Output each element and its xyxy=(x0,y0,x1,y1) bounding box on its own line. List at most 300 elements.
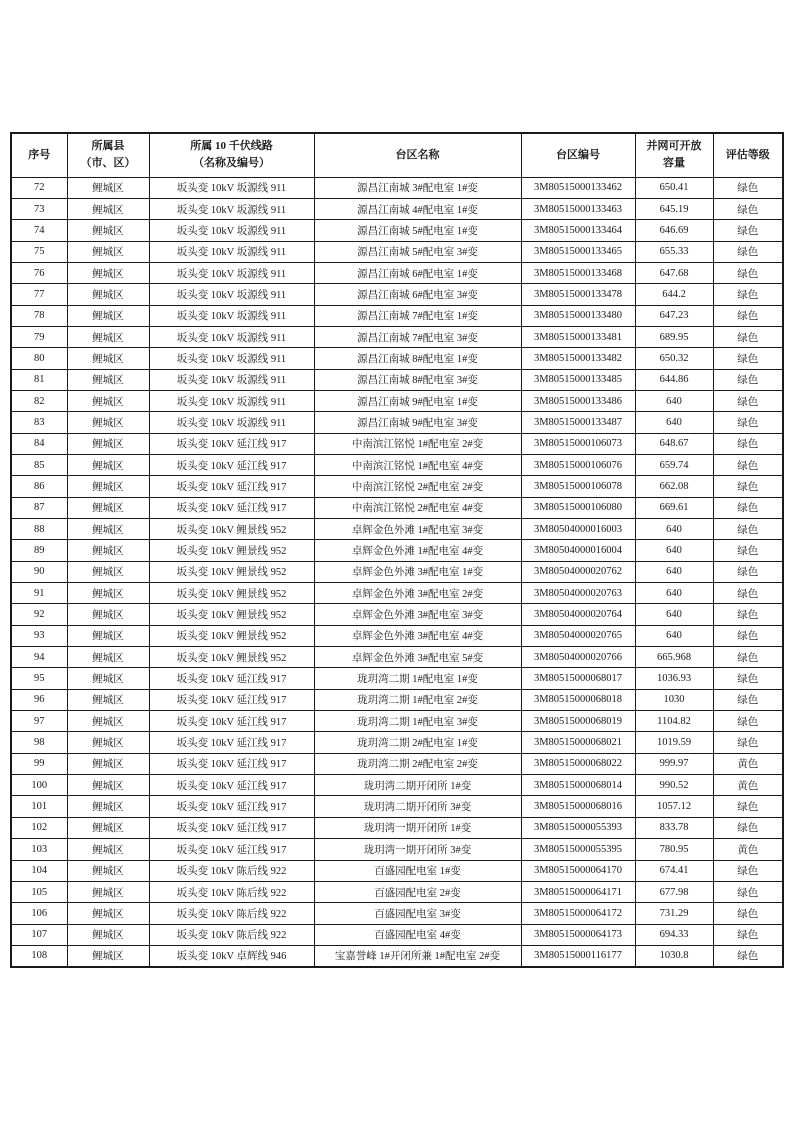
cell-capacity: 640 xyxy=(635,625,713,646)
cell-seq: 92 xyxy=(11,604,67,625)
cell-line: 坂头变 10kV 延江线 917 xyxy=(149,476,314,497)
cell-line: 坂头变 10kV 延江线 917 xyxy=(149,817,314,838)
cell-grade: 绿色 xyxy=(713,262,783,283)
cell-name: 源昌江南城 4#配电室 1#变 xyxy=(314,198,521,219)
cell-seq: 95 xyxy=(11,668,67,689)
cell-capacity: 640 xyxy=(635,604,713,625)
cell-name: 卓辉金色外滩 1#配电室 4#变 xyxy=(314,540,521,561)
table-row xyxy=(11,625,783,646)
cell-county: 鲤城区 xyxy=(67,817,149,838)
cell-code: 3M80515000133463 xyxy=(521,198,635,219)
cell-name: 中南滨江铭悦 1#配电室 4#变 xyxy=(314,454,521,475)
table-row xyxy=(11,903,783,924)
cell-line: 坂头变 10kV 鲤景线 952 xyxy=(149,540,314,561)
cell-capacity: 1030 xyxy=(635,689,713,710)
cell-seq: 79 xyxy=(11,326,67,347)
cell-seq: 99 xyxy=(11,753,67,774)
cell-seq: 85 xyxy=(11,454,67,475)
cell-county: 鲤城区 xyxy=(67,924,149,945)
cell-code: 3M80504000020762 xyxy=(521,561,635,582)
cell-code: 3M80515000133485 xyxy=(521,369,635,390)
column-header-code xyxy=(521,133,635,177)
table-row xyxy=(11,369,783,390)
cell-line: 坂头变 10kV 坂源线 911 xyxy=(149,348,314,369)
cell-seq: 76 xyxy=(11,262,67,283)
cell-name: 百盛园配电室 2#变 xyxy=(314,881,521,902)
table-row xyxy=(11,860,783,881)
cell-county: 鲤城区 xyxy=(67,796,149,817)
cell-line: 坂头变 10kV 鲤景线 952 xyxy=(149,604,314,625)
table-row xyxy=(11,647,783,668)
cell-grade: 绿色 xyxy=(713,241,783,262)
cell-code: 3M80515000068022 xyxy=(521,753,635,774)
cell-capacity: 650.41 xyxy=(635,177,713,198)
column-header-capacity xyxy=(635,133,713,177)
cell-line: 坂头变 10kV 鲤景线 952 xyxy=(149,583,314,604)
cell-code: 3M80504000020765 xyxy=(521,625,635,646)
cell-grade: 绿色 xyxy=(713,540,783,561)
cell-grade: 绿色 xyxy=(713,305,783,326)
cell-capacity: 640 xyxy=(635,519,713,540)
cell-county: 鲤城区 xyxy=(67,177,149,198)
cell-county: 鲤城区 xyxy=(67,583,149,604)
cell-capacity: 659.74 xyxy=(635,454,713,475)
cell-capacity: 780.95 xyxy=(635,839,713,860)
table-row xyxy=(11,711,783,732)
cell-code: 3M80515000133481 xyxy=(521,326,635,347)
table-row xyxy=(11,881,783,902)
cell-name: 卓辉金色外滩 3#配电室 3#变 xyxy=(314,604,521,625)
cell-grade: 绿色 xyxy=(713,519,783,540)
cell-grade: 绿色 xyxy=(713,647,783,668)
column-header-line: （名称及编号） xyxy=(193,157,270,170)
cell-county: 鲤城区 xyxy=(67,198,149,219)
cell-seq: 75 xyxy=(11,241,67,262)
cell-county: 鲤城区 xyxy=(67,454,149,475)
cell-capacity: 640 xyxy=(635,412,713,433)
cell-code: 3M80515000068018 xyxy=(521,689,635,710)
table-row xyxy=(11,305,783,326)
cell-capacity: 1030.8 xyxy=(635,945,713,967)
cell-seq: 82 xyxy=(11,390,67,411)
cell-seq: 101 xyxy=(11,796,67,817)
cell-capacity: 999.97 xyxy=(635,753,713,774)
cell-county: 鲤城区 xyxy=(67,732,149,753)
cell-seq: 77 xyxy=(11,284,67,305)
cell-capacity: 1019.59 xyxy=(635,732,713,753)
cell-line: 坂头变 10kV 延江线 917 xyxy=(149,689,314,710)
cell-seq: 78 xyxy=(11,305,67,326)
cell-line: 坂头变 10kV 坂源线 911 xyxy=(149,177,314,198)
cell-seq: 107 xyxy=(11,924,67,945)
cell-code: 3M80515000106078 xyxy=(521,476,635,497)
cell-code: 3M80515000133482 xyxy=(521,348,635,369)
cell-code: 3M80515000068017 xyxy=(521,668,635,689)
cell-capacity: 662.08 xyxy=(635,476,713,497)
table-row xyxy=(11,689,783,710)
cell-grade: 绿色 xyxy=(713,903,783,924)
table-body xyxy=(11,177,783,967)
cell-code: 3M80515000064172 xyxy=(521,903,635,924)
cell-county: 鲤城区 xyxy=(67,689,149,710)
cell-county: 鲤城区 xyxy=(67,433,149,454)
cell-capacity: 1104.82 xyxy=(635,711,713,732)
cell-name: 珑玥湾一期开闭所 3#变 xyxy=(314,839,521,860)
cell-line: 坂头变 10kV 陈后线 922 xyxy=(149,903,314,924)
cell-capacity: 640 xyxy=(635,540,713,561)
cell-seq: 105 xyxy=(11,881,67,902)
table-row xyxy=(11,519,783,540)
cell-line: 坂头变 10kV 延江线 917 xyxy=(149,711,314,732)
cell-grade: 绿色 xyxy=(713,454,783,475)
table-row xyxy=(11,924,783,945)
table-row xyxy=(11,241,783,262)
cell-grade: 绿色 xyxy=(713,561,783,582)
table-row xyxy=(11,668,783,689)
cell-grade: 绿色 xyxy=(713,348,783,369)
column-header-county xyxy=(67,133,149,177)
cell-county: 鲤城区 xyxy=(67,262,149,283)
cell-seq: 84 xyxy=(11,433,67,454)
cell-name: 源昌江南城 3#配电室 1#变 xyxy=(314,177,521,198)
cell-line: 坂头变 10kV 坂源线 911 xyxy=(149,412,314,433)
table-row xyxy=(11,796,783,817)
cell-capacity: 674.41 xyxy=(635,860,713,881)
cell-code: 3M80515000133486 xyxy=(521,390,635,411)
cell-grade: 绿色 xyxy=(713,881,783,902)
cell-county: 鲤城区 xyxy=(67,561,149,582)
cell-line: 坂头变 10kV 坂源线 911 xyxy=(149,262,314,283)
cell-capacity: 665.968 xyxy=(635,647,713,668)
cell-grade: 绿色 xyxy=(713,924,783,945)
cell-capacity: 640 xyxy=(635,561,713,582)
cell-code: 3M80515000133468 xyxy=(521,262,635,283)
column-header-line: （市、区） xyxy=(80,157,136,170)
table-row xyxy=(11,497,783,518)
cell-line: 坂头变 10kV 延江线 917 xyxy=(149,775,314,796)
column-header-line: 评估等级 xyxy=(725,148,770,161)
cell-grade: 绿色 xyxy=(713,796,783,817)
column-header-seq xyxy=(11,133,67,177)
cell-code: 3M80515000055393 xyxy=(521,817,635,838)
table-row xyxy=(11,454,783,475)
table-row xyxy=(11,198,783,219)
cell-seq: 98 xyxy=(11,732,67,753)
cell-code: 3M80515000064170 xyxy=(521,860,635,881)
cell-code: 3M80515000133487 xyxy=(521,412,635,433)
cell-name: 卓辉金色外滩 3#配电室 4#变 xyxy=(314,625,521,646)
cell-county: 鲤城区 xyxy=(67,881,149,902)
cell-code: 3M80515000133465 xyxy=(521,241,635,262)
column-header-line xyxy=(149,133,314,177)
cell-code: 3M80504000016003 xyxy=(521,519,635,540)
cell-code: 3M80515000064171 xyxy=(521,881,635,902)
cell-capacity: 647.68 xyxy=(635,262,713,283)
cell-line: 坂头变 10kV 延江线 917 xyxy=(149,668,314,689)
cell-code: 3M80515000106073 xyxy=(521,433,635,454)
cell-seq: 106 xyxy=(11,903,67,924)
cell-seq: 94 xyxy=(11,647,67,668)
cell-seq: 108 xyxy=(11,945,67,967)
cell-line: 坂头变 10kV 陈后线 922 xyxy=(149,924,314,945)
cell-name: 中南滨江铭悦 2#配电室 2#变 xyxy=(314,476,521,497)
cell-code: 3M80515000133462 xyxy=(521,177,635,198)
cell-capacity: 648.67 xyxy=(635,433,713,454)
cell-line: 坂头变 10kV 延江线 917 xyxy=(149,497,314,518)
cell-line: 坂头变 10kV 坂源线 911 xyxy=(149,305,314,326)
cell-capacity: 644.86 xyxy=(635,369,713,390)
cell-county: 鲤城区 xyxy=(67,668,149,689)
cell-capacity: 1036.93 xyxy=(635,668,713,689)
table-row xyxy=(11,540,783,561)
cell-grade: 绿色 xyxy=(713,220,783,241)
cell-name: 宝嘉誉峰 1#开闭所兼 1#配电室 2#变 xyxy=(314,945,521,967)
cell-seq: 90 xyxy=(11,561,67,582)
cell-capacity: 677.98 xyxy=(635,881,713,902)
cell-line: 坂头变 10kV 鲤景线 952 xyxy=(149,561,314,582)
cell-capacity: 650.32 xyxy=(635,348,713,369)
cell-name: 珑玥湾二期 1#配电室 1#变 xyxy=(314,668,521,689)
cell-capacity: 669.61 xyxy=(635,497,713,518)
cell-line: 坂头变 10kV 坂源线 911 xyxy=(149,326,314,347)
cell-capacity: 1057.12 xyxy=(635,796,713,817)
table-row xyxy=(11,326,783,347)
cell-grade: 绿色 xyxy=(713,604,783,625)
cell-county: 鲤城区 xyxy=(67,540,149,561)
cell-county: 鲤城区 xyxy=(67,284,149,305)
cell-capacity: 731.29 xyxy=(635,903,713,924)
capacity-table xyxy=(10,132,784,968)
cell-seq: 81 xyxy=(11,369,67,390)
cell-line: 坂头变 10kV 延江线 917 xyxy=(149,732,314,753)
cell-name: 卓辉金色外滩 1#配电室 3#变 xyxy=(314,519,521,540)
cell-code: 3M80504000016004 xyxy=(521,540,635,561)
cell-line: 坂头变 10kV 坂源线 911 xyxy=(149,284,314,305)
cell-seq: 100 xyxy=(11,775,67,796)
column-header-line: 并网可开放 xyxy=(646,140,702,153)
cell-name: 珑玥湾二期 2#配电室 1#变 xyxy=(314,732,521,753)
cell-county: 鲤城区 xyxy=(67,625,149,646)
table-header-row xyxy=(11,133,783,177)
cell-seq: 86 xyxy=(11,476,67,497)
cell-code: 3M80515000106080 xyxy=(521,497,635,518)
table-row xyxy=(11,817,783,838)
cell-code: 3M80515000068014 xyxy=(521,775,635,796)
cell-name: 中南滨江铭悦 1#配电室 2#变 xyxy=(314,433,521,454)
cell-code: 3M80515000133478 xyxy=(521,284,635,305)
cell-seq: 97 xyxy=(11,711,67,732)
cell-grade: 绿色 xyxy=(713,198,783,219)
cell-name: 中南滨江铭悦 2#配电室 4#变 xyxy=(314,497,521,518)
cell-code: 3M80515000068021 xyxy=(521,732,635,753)
cell-capacity: 645.19 xyxy=(635,198,713,219)
cell-seq: 103 xyxy=(11,839,67,860)
cell-grade: 绿色 xyxy=(713,711,783,732)
cell-county: 鲤城区 xyxy=(67,348,149,369)
cell-name: 源昌江南城 6#配电室 1#变 xyxy=(314,262,521,283)
cell-grade: 绿色 xyxy=(713,668,783,689)
cell-grade: 绿色 xyxy=(713,860,783,881)
cell-county: 鲤城区 xyxy=(67,711,149,732)
cell-line: 坂头变 10kV 延江线 917 xyxy=(149,753,314,774)
cell-name: 源昌江南城 8#配电室 3#变 xyxy=(314,369,521,390)
cell-name: 源昌江南城 5#配电室 3#变 xyxy=(314,241,521,262)
cell-name: 源昌江南城 9#配电室 3#变 xyxy=(314,412,521,433)
cell-seq: 80 xyxy=(11,348,67,369)
cell-name: 百盛园配电室 3#变 xyxy=(314,903,521,924)
column-header-line: 台区编号 xyxy=(556,148,600,161)
cell-seq: 73 xyxy=(11,198,67,219)
cell-name: 珑玥湾二期开闭所 3#变 xyxy=(314,796,521,817)
cell-grade: 绿色 xyxy=(713,497,783,518)
cell-name: 珑玥湾一期开闭所 1#变 xyxy=(314,817,521,838)
cell-line: 坂头变 10kV 鲤景线 952 xyxy=(149,519,314,540)
cell-grade: 绿色 xyxy=(713,583,783,604)
column-header-name xyxy=(314,133,521,177)
table-row xyxy=(11,220,783,241)
cell-code: 3M80504000020766 xyxy=(521,647,635,668)
cell-county: 鲤城区 xyxy=(67,860,149,881)
cell-county: 鲤城区 xyxy=(67,497,149,518)
table-row xyxy=(11,412,783,433)
cell-seq: 93 xyxy=(11,625,67,646)
table-row xyxy=(11,775,783,796)
cell-seq: 89 xyxy=(11,540,67,561)
cell-grade: 绿色 xyxy=(713,689,783,710)
cell-grade: 绿色 xyxy=(713,326,783,347)
cell-county: 鲤城区 xyxy=(67,326,149,347)
cell-county: 鲤城区 xyxy=(67,305,149,326)
cell-seq: 91 xyxy=(11,583,67,604)
cell-code: 3M80515000106076 xyxy=(521,454,635,475)
cell-name: 珑玥湾二期 2#配电室 2#变 xyxy=(314,753,521,774)
cell-capacity: 694.33 xyxy=(635,924,713,945)
cell-name: 卓辉金色外滩 3#配电室 5#变 xyxy=(314,647,521,668)
cell-grade: 绿色 xyxy=(713,390,783,411)
cell-capacity: 640 xyxy=(635,583,713,604)
cell-county: 鲤城区 xyxy=(67,369,149,390)
cell-code: 3M80504000020764 xyxy=(521,604,635,625)
column-header-line: 所属县 xyxy=(91,140,125,153)
cell-name: 珑玥湾二期 1#配电室 2#变 xyxy=(314,689,521,710)
table-row xyxy=(11,945,783,967)
cell-line: 坂头变 10kV 鲤景线 952 xyxy=(149,647,314,668)
cell-code: 3M80515000064173 xyxy=(521,924,635,945)
cell-capacity: 640 xyxy=(635,390,713,411)
cell-code: 3M80515000133480 xyxy=(521,305,635,326)
cell-code: 3M80515000068016 xyxy=(521,796,635,817)
cell-name: 源昌江南城 7#配电室 3#变 xyxy=(314,326,521,347)
table-row xyxy=(11,732,783,753)
cell-grade: 绿色 xyxy=(713,412,783,433)
cell-capacity: 644.2 xyxy=(635,284,713,305)
cell-county: 鲤城区 xyxy=(67,775,149,796)
column-header-line: 容量 xyxy=(663,157,685,170)
cell-line: 坂头变 10kV 陈后线 922 xyxy=(149,881,314,902)
cell-name: 百盛园配电室 1#变 xyxy=(314,860,521,881)
cell-county: 鲤城区 xyxy=(67,476,149,497)
table-header xyxy=(11,133,783,177)
cell-seq: 102 xyxy=(11,817,67,838)
cell-capacity: 647.23 xyxy=(635,305,713,326)
cell-grade: 绿色 xyxy=(713,625,783,646)
table-row xyxy=(11,433,783,454)
cell-name: 源昌江南城 8#配电室 1#变 xyxy=(314,348,521,369)
cell-county: 鲤城区 xyxy=(67,945,149,967)
cell-name: 百盛园配电室 4#变 xyxy=(314,924,521,945)
cell-grade: 绿色 xyxy=(713,945,783,967)
cell-name: 珑玥湾二期开闭所 1#变 xyxy=(314,775,521,796)
cell-name: 珑玥湾二期 1#配电室 3#变 xyxy=(314,711,521,732)
cell-grade: 黄色 xyxy=(713,775,783,796)
table-row xyxy=(11,604,783,625)
cell-line: 坂头变 10kV 坂源线 911 xyxy=(149,198,314,219)
table-row xyxy=(11,476,783,497)
cell-line: 坂头变 10kV 坂源线 911 xyxy=(149,390,314,411)
cell-seq: 104 xyxy=(11,860,67,881)
cell-line: 坂头变 10kV 坂源线 911 xyxy=(149,220,314,241)
cell-grade: 黄色 xyxy=(713,839,783,860)
cell-county: 鲤城区 xyxy=(67,604,149,625)
table-row xyxy=(11,753,783,774)
cell-capacity: 990.52 xyxy=(635,775,713,796)
cell-seq: 96 xyxy=(11,689,67,710)
table-row xyxy=(11,177,783,198)
cell-capacity: 833.78 xyxy=(635,817,713,838)
cell-grade: 绿色 xyxy=(713,177,783,198)
cell-code: 3M80515000055395 xyxy=(521,839,635,860)
cell-line: 坂头变 10kV 延江线 917 xyxy=(149,839,314,860)
cell-line: 坂头变 10kV 卓辉线 946 xyxy=(149,945,314,967)
cell-line: 坂头变 10kV 坂源线 911 xyxy=(149,369,314,390)
cell-code: 3M80515000068019 xyxy=(521,711,635,732)
cell-grade: 绿色 xyxy=(713,433,783,454)
column-header-line: 序号 xyxy=(28,148,51,161)
table-row xyxy=(11,348,783,369)
cell-county: 鲤城区 xyxy=(67,220,149,241)
cell-code: 3M80515000116177 xyxy=(521,945,635,967)
cell-capacity: 646.69 xyxy=(635,220,713,241)
cell-county: 鲤城区 xyxy=(67,412,149,433)
cell-grade: 绿色 xyxy=(713,476,783,497)
cell-seq: 74 xyxy=(11,220,67,241)
cell-line: 坂头变 10kV 坂源线 911 xyxy=(149,241,314,262)
cell-name: 源昌江南城 6#配电室 3#变 xyxy=(314,284,521,305)
cell-grade: 绿色 xyxy=(713,369,783,390)
table-row xyxy=(11,284,783,305)
cell-county: 鲤城区 xyxy=(67,903,149,924)
cell-name: 源昌江南城 7#配电室 1#变 xyxy=(314,305,521,326)
cell-name: 卓辉金色外滩 3#配电室 1#变 xyxy=(314,561,521,582)
cell-line: 坂头变 10kV 延江线 917 xyxy=(149,433,314,454)
cell-grade: 绿色 xyxy=(713,817,783,838)
cell-name: 源昌江南城 9#配电室 1#变 xyxy=(314,390,521,411)
table-row xyxy=(11,583,783,604)
cell-line: 坂头变 10kV 延江线 917 xyxy=(149,796,314,817)
column-header-line: 所属 10 千伏线路 xyxy=(190,140,273,153)
cell-capacity: 689.95 xyxy=(635,326,713,347)
column-header-line: 台区名称 xyxy=(395,148,440,161)
table-row xyxy=(11,262,783,283)
cell-county: 鲤城区 xyxy=(67,839,149,860)
cell-capacity: 655.33 xyxy=(635,241,713,262)
cell-grade: 绿色 xyxy=(713,284,783,305)
cell-code: 3M80515000133464 xyxy=(521,220,635,241)
cell-line: 坂头变 10kV 鲤景线 952 xyxy=(149,625,314,646)
table-row xyxy=(11,390,783,411)
cell-county: 鲤城区 xyxy=(67,390,149,411)
cell-grade: 绿色 xyxy=(713,732,783,753)
